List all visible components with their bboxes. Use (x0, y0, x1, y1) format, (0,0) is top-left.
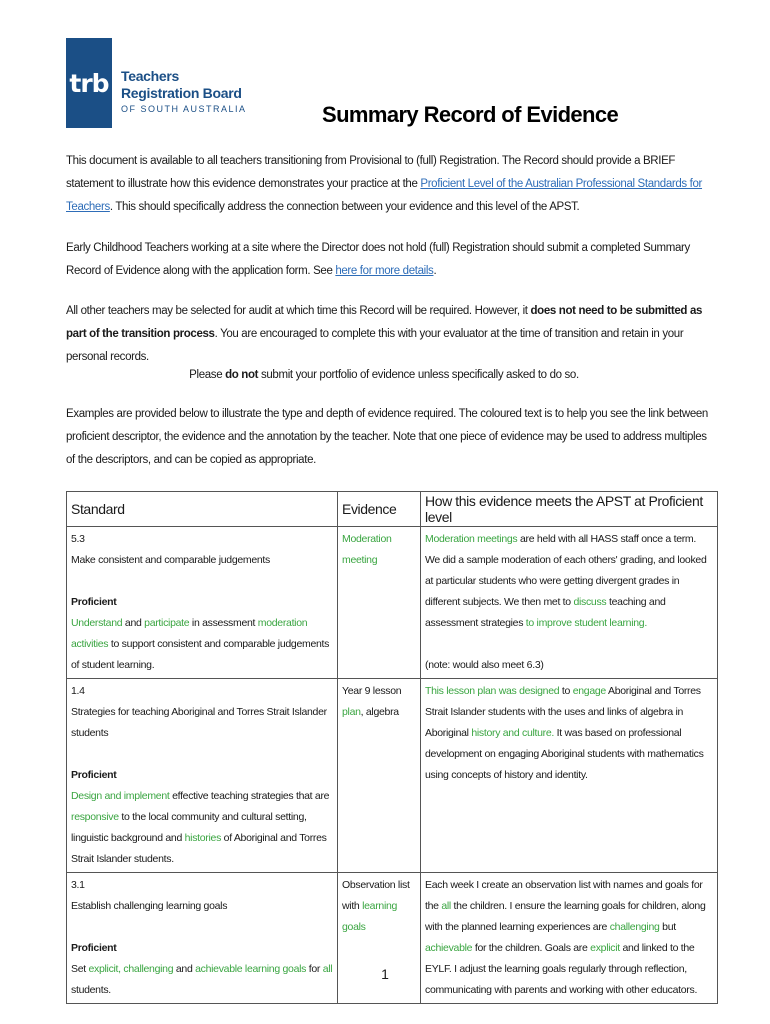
how-text (425, 529, 713, 634)
plain-text: It was based on professional development on engaging Aboriginal students with mathematics using concepts of history and identity. (425, 727, 704, 781)
descriptor-text (71, 786, 333, 870)
standard-cell (67, 527, 338, 679)
how-text (425, 875, 713, 1001)
logo-line-3: OF SOUTH AUSTRALIA (121, 104, 247, 114)
p2-text-b: . (433, 265, 437, 277)
p1-text-b: . This should specifically address the connection between your evidence and this level of the APST. (109, 201, 580, 213)
plain-text: and (122, 617, 145, 629)
header-evidence: Evidence (338, 492, 421, 527)
standard-cell (67, 873, 338, 1004)
spacer (71, 917, 333, 938)
trb-logo (66, 38, 247, 128)
level-label: Proficient (71, 596, 117, 608)
highlighted-text: discuss (573, 596, 607, 608)
plain-text: for the children. Goals are (472, 942, 591, 954)
header-how: How this evidence meets the APST at Proficient level (421, 492, 718, 527)
plain-text: but (659, 921, 676, 933)
how-cell (421, 873, 718, 1004)
highlighted-text: Understand (71, 617, 123, 629)
highlighted-text: all (441, 900, 451, 912)
plain-text: Each week I create an observation list with names and goals for the (425, 879, 703, 912)
standard-name: Strategies for teaching Aboriginal and Torres Strait Islander students (71, 706, 327, 739)
plain-text: Year 9 lesson (342, 685, 402, 697)
plain-text: and linked to the EYLF. I adjust the learning goals regularly through reflection, communicating with parents and working with other educators. (425, 942, 698, 996)
logo-line-1: Teachers (121, 68, 180, 84)
intro-paragraph-5: Examples are provided below to illustrate the type and depth of evidence required. The coloured text is to help you see the link between proficient descriptor, the evidence and the annotation by the teacher. Note that one piece of evidence may be used to address multiples of the descriptors, and can be copied as appropriate. (66, 408, 708, 466)
intro-paragraph-3 (66, 300, 716, 369)
p4-text-b: submit your portfolio of evidence unless specifically asked to do so. (258, 369, 579, 381)
how-note: (note: would also meet 6.3) (425, 659, 544, 671)
standard-code: 5.3 (71, 533, 85, 545)
page-number: 1 (381, 966, 389, 982)
table-row (67, 527, 718, 679)
plain-text: to support consistent and comparable judgements of student learning. (71, 638, 330, 671)
highlighted-text: Moderation meeting (342, 533, 392, 566)
highlighted-text: moderation activities (71, 617, 308, 650)
p2-text-a: Early Childhood Teachers working at a site where the Director does not hold (full) Registration should submit a completed Summary Record of Evidence along with the application form. See (66, 242, 690, 277)
plain-text: are held with all HASS staff once a term. We did a sample moderation of each others' grading, and looked at particular students who were getting divergent grades in different subjects. We then met to (425, 533, 707, 608)
p1-text-a: This document is available to all teachers transitioning from Provisional to (full) Registration. The Record should provide a BRIEF statement to illustrate how this evidence demonstrates your practice at the (66, 155, 676, 190)
p3-text-b: . You are encouraged to complete this with your evaluator at the time of transition and retain in your personal records. (66, 328, 684, 363)
highlighted-text: plan (342, 706, 361, 718)
highlighted-text: responsive (71, 811, 119, 823)
highlighted-text: achievable (425, 942, 473, 954)
highlighted-text: learning goals (342, 900, 398, 933)
highlighted-text: achievable learning goals (195, 963, 307, 975)
header-standard: Standard (67, 492, 338, 527)
spacer (71, 571, 333, 592)
intro-paragraph-4 (66, 364, 702, 387)
highlighted-text: to improve student learning. (525, 617, 647, 629)
plain-text: to the local community and cultural setting, linguistic background and (71, 811, 307, 844)
highlighted-text: Moderation meetings (425, 533, 518, 545)
plain-text: effective teaching strategies that are (169, 790, 330, 802)
level-label: Proficient (71, 769, 117, 781)
plain-text: of Aboriginal and Torres Strait Islander students. (71, 832, 327, 865)
highlighted-text: Design and implement (71, 790, 170, 802)
highlighted-text: engage (572, 685, 606, 697)
spacer (71, 744, 333, 765)
p4-text-a: Please (189, 369, 226, 381)
how-cell (421, 679, 718, 873)
standard-cell (67, 679, 338, 873)
level-label: Proficient (71, 942, 117, 954)
highlighted-text: histories (184, 832, 222, 844)
evidence-cell (338, 527, 421, 679)
highlighted-text: This lesson plan was designed (425, 685, 560, 697)
standard-name: Make consistent and comparable judgements (71, 554, 270, 566)
more-details-link[interactable]: here for more details (335, 265, 434, 277)
plain-text: Observation list with (342, 879, 410, 912)
plain-text: Set (71, 963, 89, 975)
logo-line-2: Registration Board (121, 85, 242, 101)
p3-bold: does not need to be submitted as part of the transition process (66, 305, 703, 340)
plain-text: for (306, 963, 323, 975)
evidence-cell (338, 873, 421, 1004)
how-cell (421, 527, 718, 679)
page-title: Summary Record of Evidence (322, 102, 619, 127)
table-header-row (67, 492, 718, 527)
apst-proficient-link[interactable]: Proficient Level of the Australian Professional Standards for Teachers (66, 178, 703, 213)
logo-text (121, 68, 247, 114)
highlighted-text: challenging (609, 921, 660, 933)
highlighted-text: all (322, 963, 333, 975)
standard-code: 1.4 (71, 685, 85, 697)
plain-text: teaching and assessment strategies (425, 596, 666, 629)
evidence-cell (338, 679, 421, 873)
highlighted-text: explicit (590, 942, 620, 954)
table-row (67, 873, 718, 1004)
highlighted-text: history and culture. (471, 727, 555, 739)
standard-name: Establish challenging learning goals (71, 900, 228, 912)
standard-code: 3.1 (71, 879, 85, 891)
intro-paragraph-2 (66, 237, 716, 283)
intro-paragraph-1 (66, 150, 716, 219)
table-row (67, 679, 718, 873)
plain-text: to (559, 685, 573, 697)
plain-text: Aboriginal and Torres Strait Islander students with the uses and links of algebra in Aboriginal (425, 685, 701, 739)
plain-text: in assessment (189, 617, 258, 629)
logo-mark: trb (66, 38, 112, 128)
plain-text: students. (71, 984, 111, 996)
highlighted-text: explicit, challenging (88, 963, 174, 975)
plain-text: , algebra (360, 706, 399, 718)
evidence-table (66, 491, 718, 1004)
highlighted-text: participate (144, 617, 190, 629)
how-text (425, 681, 713, 786)
plain-text: the children. I ensure the learning goals for children, along with the planned learning experiences are (425, 900, 706, 933)
plain-text: and (173, 963, 196, 975)
descriptor-text (71, 613, 333, 676)
table-body (67, 527, 718, 1004)
p4-bold: do not (225, 369, 259, 381)
p3-text-a: All other teachers may be selected for audit at which time this Record will be required. However, it (66, 305, 531, 317)
